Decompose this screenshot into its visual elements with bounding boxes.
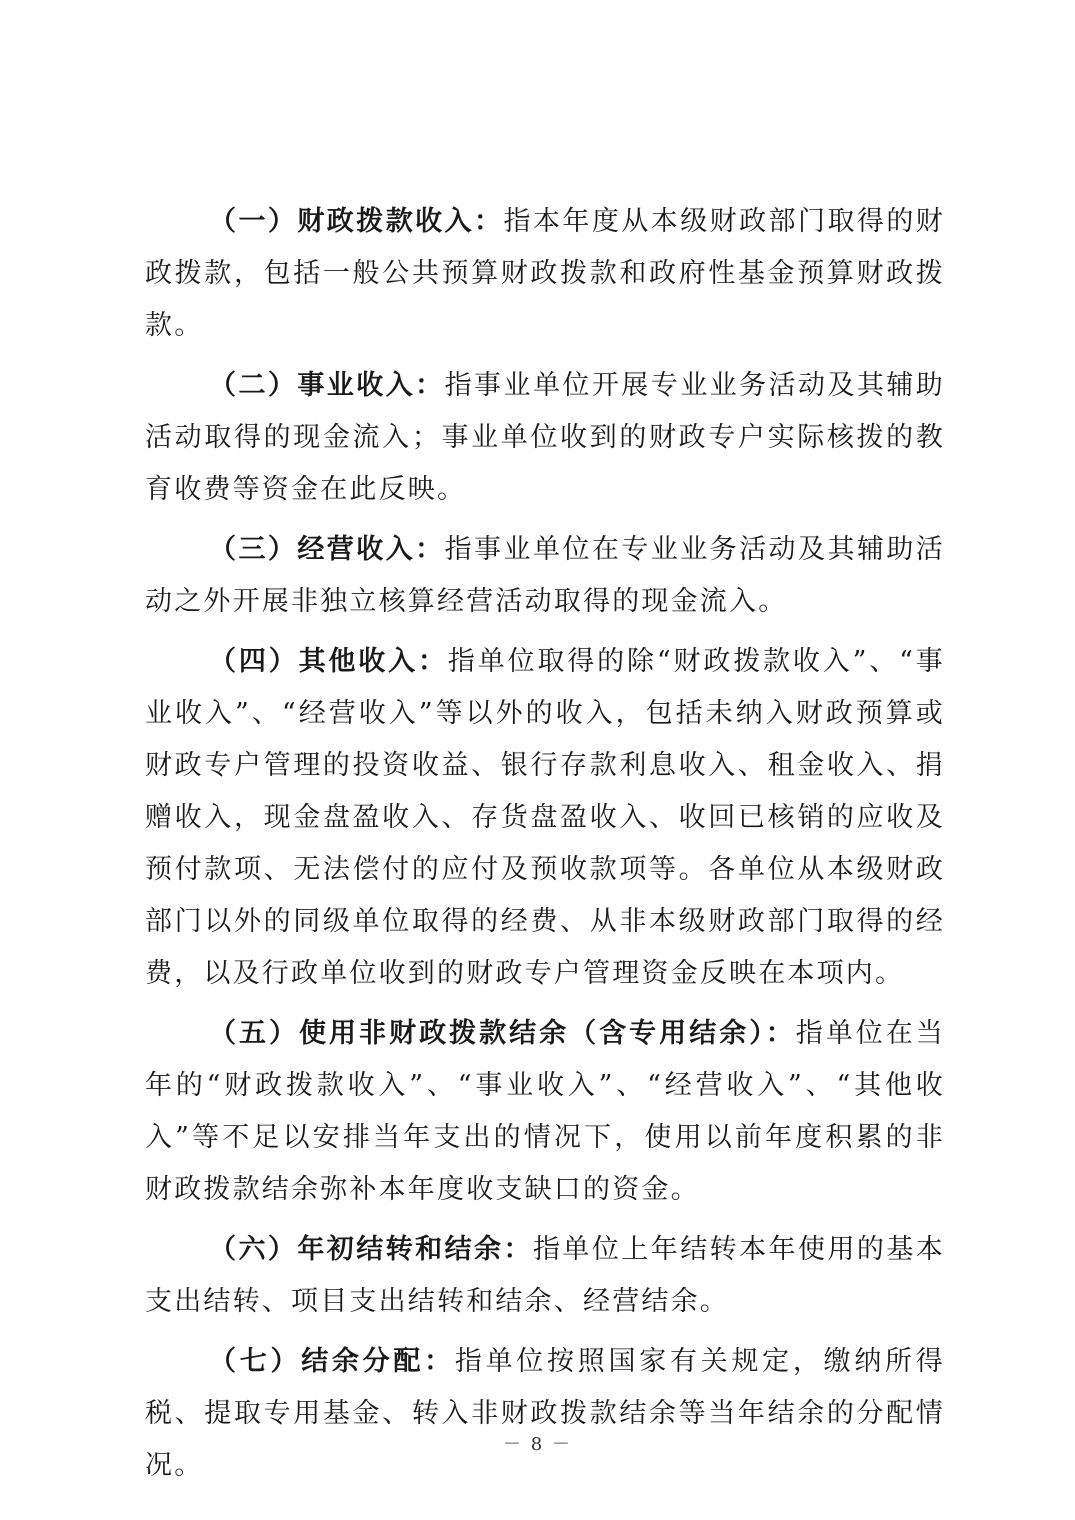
paragraph-text: 指本年度从本级财政部门取得的财政拨款，包括一般公共预算财政拨款和政府性基金预算财政拨款。 bbox=[145, 206, 945, 341]
paragraph-other-income bbox=[145, 636, 945, 1000]
paragraph-text: 指单位在当年的“财政拨款收入”、“事业收入”、“经营收入”、“其他收入”等不足以安排当年支出的情况下，使用以前年度积累的非财政拨款结余弥补本年度收支缺口的资金。 bbox=[145, 1018, 945, 1205]
paragraph-text: 指事业单位在专业业务活动及其辅助活动之外开展非独立核算经营活动取得的现金流入。 bbox=[145, 534, 945, 617]
paragraph-term: （七）结余分配： bbox=[209, 1346, 455, 1377]
paragraph-opening-carryover bbox=[145, 1224, 945, 1328]
paragraph-term: （四）其他收入： bbox=[209, 646, 448, 677]
paragraph-business-income bbox=[145, 360, 945, 516]
paragraph-non-fiscal-balance-use bbox=[145, 1008, 945, 1216]
paragraph-term: （二）事业收入： bbox=[209, 370, 445, 401]
paragraph-term: （六）年初结转和结余： bbox=[209, 1234, 533, 1265]
paragraph-text: 指单位按照国家有关规定，缴纳所得税、提取专用基金、转入非财政拨款结余等当年结余的分配情况。 bbox=[145, 1346, 945, 1481]
page-number: － 8 － bbox=[503, 1434, 572, 1455]
paragraph-text: 指事业单位开展专业业务活动及其辅助活动取得的现金流入；事业单位收到的财政专户实际核拨的教育收费等资金在此反映。 bbox=[145, 370, 945, 505]
document-body bbox=[145, 196, 945, 1500]
paragraph-text: 指单位上年结转本年使用的基本支出结转、项目支出结转和结余、经营结余。 bbox=[145, 1234, 945, 1317]
paragraph-text: 指单位取得的除“财政拨款收入”、“事业收入”、“经营收入”等以外的收入，包括未纳入财政预算或财政专户管理的投资收益、银行存款利息收入、租金收入、捐赠收入，现金盘盈收入、存货盘盈收入、收回已核销的应收及预付款项、无法偿付的应付及预收款项等。各单位从本级财政部门以外的同级单位取得的经费、从非本级财政部门取得的经费，以及行政单位收到的财政专户管理资金反映在本项内。 bbox=[145, 646, 945, 989]
paragraph-fiscal-appropriation-income bbox=[145, 196, 945, 352]
paragraph-term: （三）经营收入： bbox=[209, 534, 445, 565]
paragraph-term: （五）使用非财政拨款结余（含专用结余）： bbox=[209, 1018, 796, 1049]
paragraph-term: （一）财政拨款收入： bbox=[209, 206, 504, 237]
paragraph-operating-income bbox=[145, 524, 945, 628]
paragraph-balance-distribution bbox=[145, 1336, 945, 1492]
